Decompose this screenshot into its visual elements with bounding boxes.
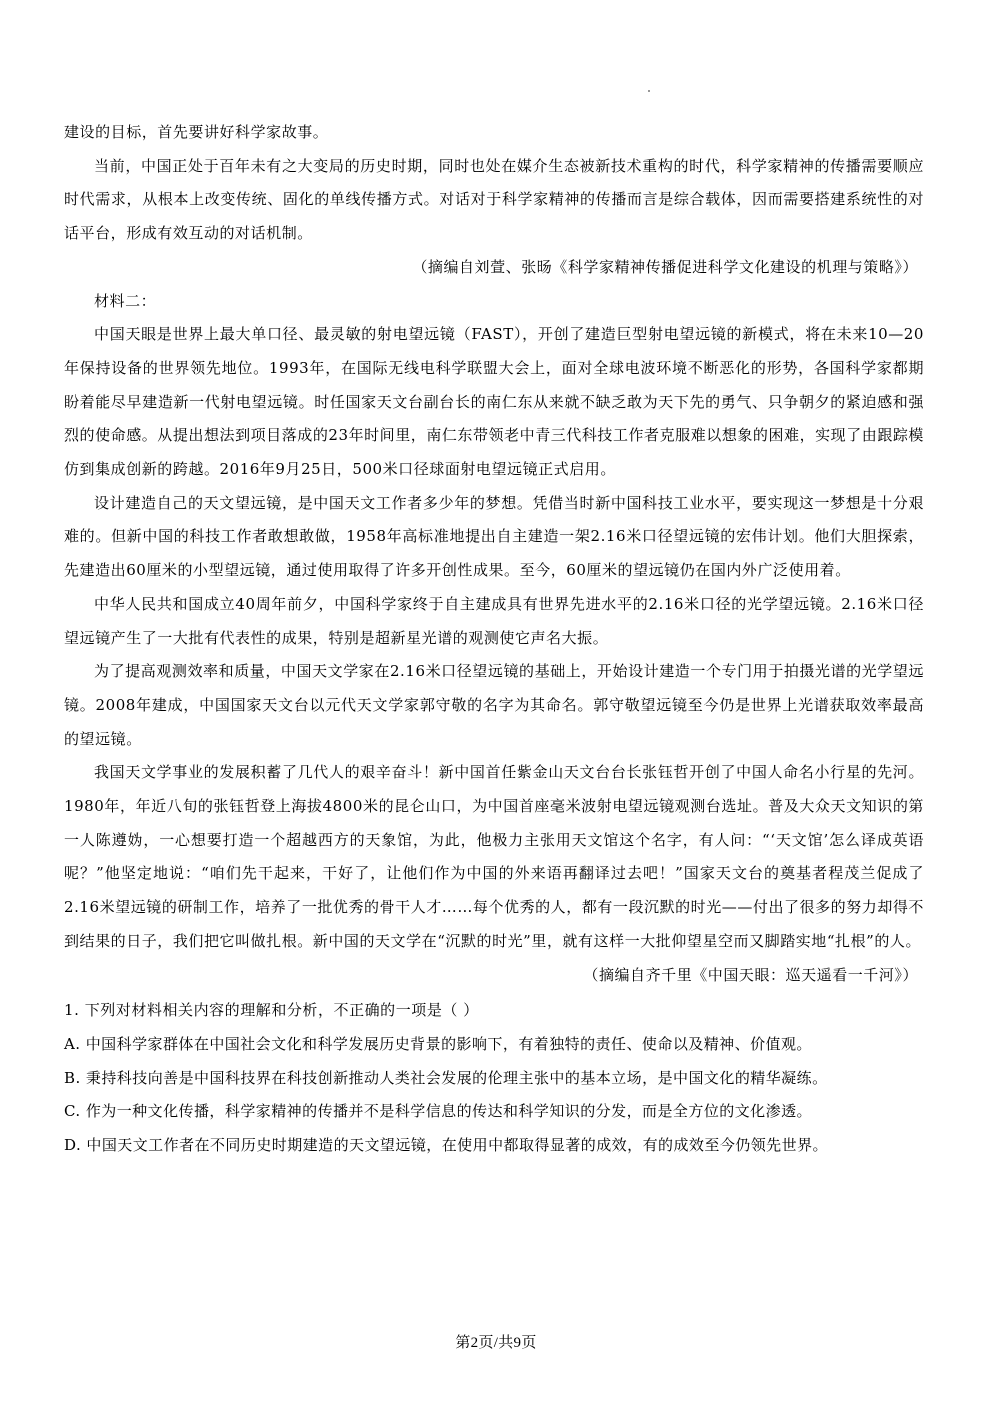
paragraph-continued: 建设的目标，首先要讲好科学家故事。 [64, 123, 329, 141]
paragraph-guoshoujing-telescope: 为了提高观测效率和质量，中国天文学家在2.16米口径望远镜的基础上，开始设计建造一个专门用于拍摄光谱的光学望远镜。2008年建成，中国国家天文台以元代天文学家郭守敬的名字为其命名。郭守敬望远镜至今仍是世界上光谱获取效率最高的望远镜。 [64, 662, 924, 748]
option-b: B. 秉持科技向善是中国科技界在科技创新推动人类社会发展的伦理主张中的基本立场，是中国文化的精华凝练。 [64, 1068, 828, 1087]
scan-speck [648, 90, 650, 92]
option-d: D. 中国天文工作者在不同历史时期建造的天文望远镜，在使用中都取得显著的成效，有的成效至今仍领先世界。 [64, 1136, 828, 1155]
paragraph-fast-telescope: 中国天眼是世界上最大单口径、最灵敏的射电望远镜（FAST），开创了建造巨型射电望远镜的新模式，将在未来10—20年保持设备的世界领先地位。1993年，在国际无线电科学联盟大会上，面对全球电波环境不断恶化的形势，各国科学家都期盼着能尽早建造新一代射电望远镜。时任国家天文台副台长的南仁东从来就不缺乏敢为天下先的勇气、只争朝夕的紧迫感和强烈的使命感。从提出想法到项目落成的23年时间里，南仁东带领老中青三代科技工作者克服难以想象的困难，实现了由跟踪模仿到集成创新的跨越。2016年9月25日，500米口径球面射电望远镜正式启用。 [64, 325, 924, 479]
option-c: C. 作为一种文化传播，科学家精神的传播并不是科学信息的传达和科学知识的分发，而是全方位的文化渗透。 [64, 1102, 812, 1121]
paragraph-dialogue-platform: 当前，中国正处于百年未有之大变局的历史时期，同时也处在媒介生态被新技术重构的时代，科学家精神的传播需要顺应时代需求，从根本上改变传统、固化的单线传播方式。对话对于科学家精神的传播而言是综合载体，因而需要搭建系统性的对话平台，形成有效互动的对话机制。 [64, 156, 924, 243]
document-body [64, 116, 924, 1163]
paragraph-own-telescope: 设计建造自己的天文望远镜，是中国天文工作者多少年的梦想。凭借当时新中国科技工业水平，要实现这一梦想是十分艰难的。但新中国的科技工作者敢想敢做，1958年高标准地提出自主建造一架2.16米口径望远镜的宏伟计划。他们大胆探索，先建造出60厘米的小型望远镜，通过使用取得了许多开创性成果。至今，60厘米的望远镜仍在国内外广泛使用着。 [64, 493, 924, 580]
paragraph-generations-of-astronomers: 我国天文学事业的发展积蓄了几代人的艰辛奋斗！新中国首任紫金山天文台台长张钰哲开创了中国人命名小行星的先河。1980年，年近八旬的张钰哲登上海拔4800米的昆仑山口，为中国首座毫米波射电望远镜观测台选址。普及大众天文知识的第一人陈遵妫，一心想要打造一个超越西方的天象馆，为此，他极力主张用天文馆这个名字，有人问：“‘天文馆’怎么译成英语呢？”他坚定地说：“咱们先干起来，干好了，让他们作为中国的外来语再翻译过去吧！”国家天文台的奠基者程茂兰促成了2.16米望远镜的研制工作，培养了一批优秀的骨干人才……每个优秀的人，都有一段沉默的时光——付出了很多的努力却得不到结果的日子，我们把它叫做扎根。新中国的天文学在“沉默的时光”里，就有这样一大批仰望星空而又脚踏实地“扎根”的人。 [64, 763, 924, 950]
material-two-heading: 材料二： [94, 291, 157, 310]
page-number-footer: 第2页/共9页 [455, 1335, 537, 1351]
paragraph-2-16m-telescope: 中华人民共和国成立40周年前夕，中国科学家终于自主建成具有世界先进水平的2.16米口径的光学望远镜。2.16米口径望远镜产生了一大批有代表性的成果，特别是超新星光谱的观测使它声名大振。 [64, 594, 924, 647]
source-citation-1: （摘编自刘萱、张旸《科学家精神传播促进科学文化建设的机理与策略》） [412, 257, 918, 276]
option-a: A. 中国科学家群体在中国社会文化和科学发展历史背景的影响下，有着独特的责任、使命以及精神、价值观。 [64, 1034, 812, 1053]
question-stem: 1. 下列对材料相关内容的理解和分析，不正确的一项是（ ） [64, 1001, 479, 1020]
source-citation-2: （摘编自齐千里《中国天眼：巡天遥看一千河》） [583, 965, 918, 984]
